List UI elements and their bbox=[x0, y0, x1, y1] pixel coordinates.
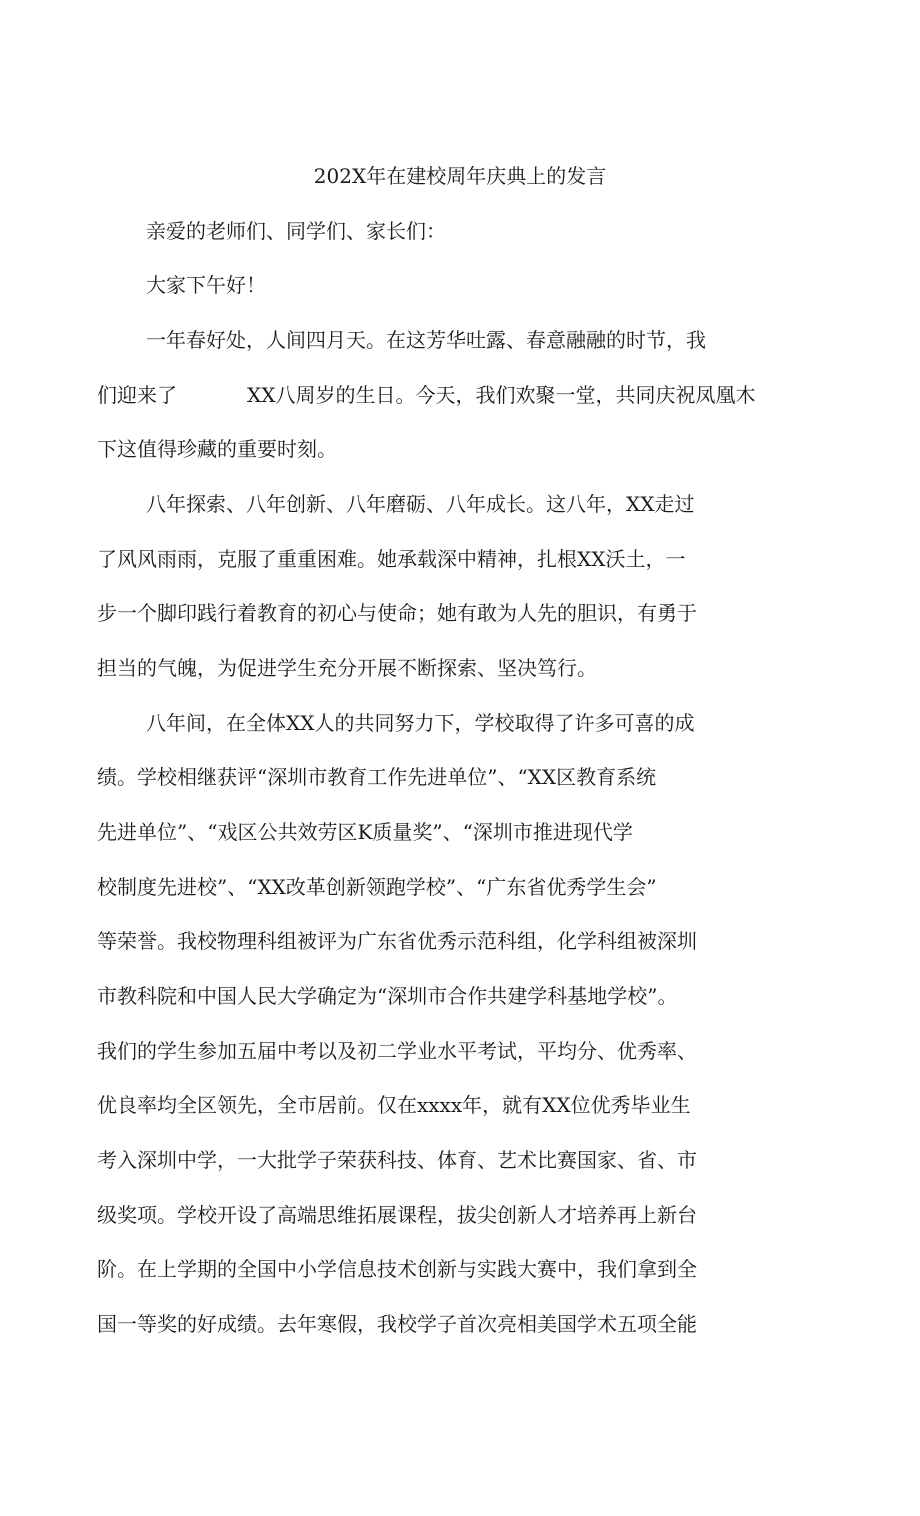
paragraph1-line2-end: XX八周岁的生日。今天，我们欢聚一堂，共同庆祝凤凰木 bbox=[247, 383, 756, 407]
paragraph1-line1: 一年春好处，人间四月天。在这芳华吐露、春意融融的时节，我 bbox=[146, 328, 706, 352]
greeting-line: 亲爱的老师们、同学们、家长们： bbox=[146, 219, 446, 243]
paragraph3-line9: 考入深圳中学，一大批学子荣获科技、体育、艺术比赛国家、省、市 bbox=[97, 1148, 697, 1172]
paragraph3-line2: 绩。学校相继获评“深圳市教育工作先进单位”、“XX区教育系统 bbox=[97, 765, 657, 789]
paragraph2-line2: 了风风雨雨，克服了重重困难。她承载深中精神，扎根XX沃土，一 bbox=[97, 547, 686, 571]
paragraph1-line2-start: 们迎来了 bbox=[97, 383, 177, 407]
paragraph3-line4: 校制度先进校”、“XX改革创新领跑学校”、“广东省优秀学生会” bbox=[97, 875, 657, 899]
paragraph3-line1: 八年间，在全体XX人的共同努力下，学校取得了许多可喜的成 bbox=[146, 711, 695, 735]
paragraph1-line3: 下这值得珍藏的重要时刻。 bbox=[97, 437, 337, 461]
paragraph3-line11: 阶。在上学期的全国中小学信息技术创新与实践大赛中，我们拿到全 bbox=[97, 1257, 697, 1281]
paragraph2-line4: 担当的气魄，为促进学生充分开展不断探索、坚决笃行。 bbox=[97, 656, 597, 680]
paragraph3-line12: 国一等奖的好成绩。去年寒假，我校学子首次亮相美国学术五项全能 bbox=[97, 1312, 697, 1336]
paragraph3-line7: 我们的学生参加五届中考以及初二学业水平考试，平均分、优秀率、 bbox=[97, 1039, 697, 1063]
paragraph1-line2 bbox=[97, 381, 755, 409]
paragraph3-line10: 级奖项。学校开设了高端思维拓展课程，拔尖创新人才培养再上新台 bbox=[97, 1203, 697, 1227]
paragraph2-line1: 八年探索、八年创新、八年磨砺、八年成长。这八年，XX走过 bbox=[146, 492, 695, 516]
paragraph3-line8: 优良率均全区领先，全市居前。仅在xxxx年，就有XX位优秀毕业生 bbox=[97, 1093, 691, 1117]
paragraph3-line6: 市教科院和中国人民大学确定为“深圳市合作共建学科基地学校”。 bbox=[97, 984, 678, 1008]
paragraph3-line5: 等荣誉。我校物理科组被评为广东省优秀示范科组，化学科组被深圳 bbox=[97, 929, 697, 953]
salutation-line: 大家下午好！ bbox=[146, 273, 266, 297]
paragraph3-line3: 先进单位”、“戏区公共效劳区K质量奖”、“深圳市推进现代学 bbox=[97, 820, 633, 844]
paragraph2-line3: 步一个脚印践行着教育的初心与使命；她有敢为人先的胆识，有勇于 bbox=[97, 601, 697, 625]
document-title: 202X年在建校周年庆典上的发言 bbox=[313, 164, 607, 188]
